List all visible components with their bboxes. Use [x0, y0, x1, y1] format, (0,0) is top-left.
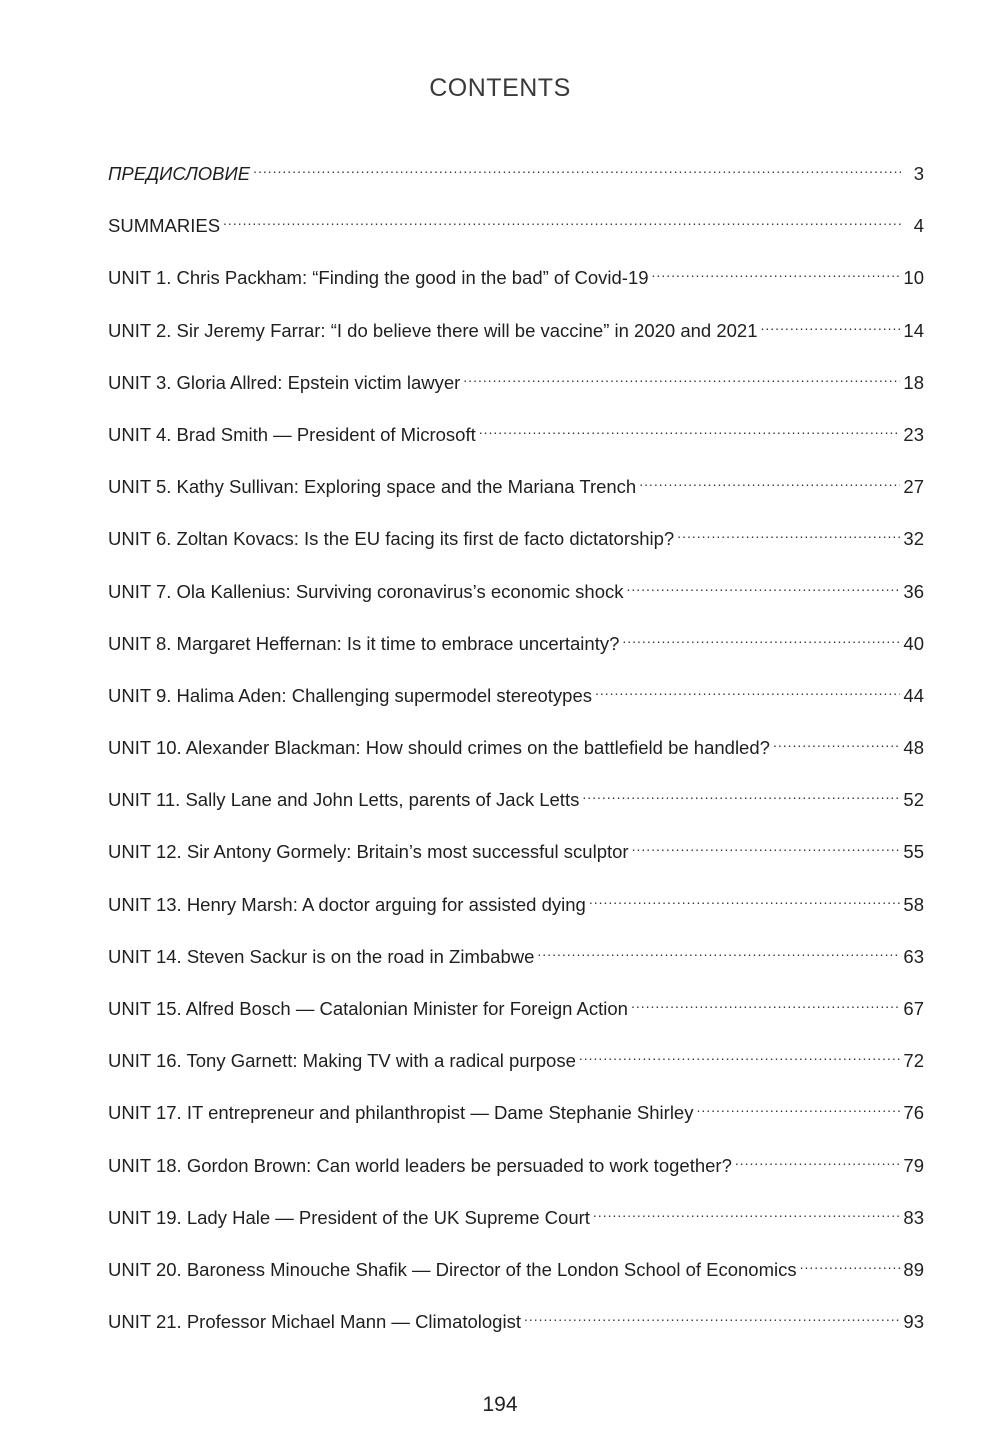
toc-entry-page: 79	[903, 1154, 924, 1176]
toc-entry-title: UNIT 1. Chris Packham: “Finding the good in the bad” of Covid-19	[108, 267, 649, 289]
toc-entry-title: ПРЕДИСЛОВИЕ	[108, 163, 251, 184]
toc-entry-title: UNIT 10. Alexander Blackman: How should crimes on the battlefield be handled?	[108, 737, 770, 759]
table-of-contents	[108, 160, 924, 1360]
dot-leader	[696, 1101, 900, 1120]
dot-leader	[582, 788, 900, 807]
toc-entry-page: 63	[903, 945, 924, 967]
toc-entry-page: 27	[903, 476, 924, 498]
dot-leader	[593, 1205, 901, 1224]
toc-entry	[108, 1152, 924, 1204]
page-number: 194	[482, 1393, 518, 1416]
toc-entry-page: 4	[913, 215, 924, 237]
toc-entry-page: 14	[903, 319, 924, 341]
toc-entry-title: UNIT 8. Margaret Heffernan: Is it time to embrace uncertainty?	[108, 632, 620, 654]
toc-entry-page: 83	[903, 1206, 924, 1228]
toc-entry-title: UNIT 4. Brad Smith — President of Microsoft	[108, 423, 476, 445]
toc-entry	[108, 891, 924, 943]
dot-leader	[463, 370, 900, 389]
toc-entry-page: 3	[913, 163, 924, 184]
dot-leader	[800, 1257, 901, 1276]
page-title: CONTENTS	[429, 74, 571, 102]
dot-leader	[537, 944, 900, 963]
toc-entry	[108, 630, 924, 682]
toc-entry-title: UNIT 6. Zoltan Kovacs: Is the EU facing its first de facto dictatorship?	[108, 528, 675, 550]
dot-leader	[579, 1049, 901, 1068]
toc-entry-page: 58	[903, 893, 924, 915]
dot-leader	[735, 1153, 901, 1172]
toc-entry-title: UNIT 19. Lady Hale — President of the UK Supreme Court	[108, 1206, 590, 1228]
toc-entry	[108, 317, 924, 369]
toc-entry	[108, 578, 924, 630]
toc-entry-title: UNIT 14. Steven Sackur is on the road in Zimbabwe	[108, 945, 535, 967]
toc-entry-title: SUMMARIES	[108, 215, 221, 237]
dot-leader	[632, 840, 901, 859]
toc-entry-title: UNIT 13. Henry Marsh: A doctor arguing for assisted dying	[108, 893, 586, 915]
toc-entry-page: 72	[903, 1050, 924, 1072]
toc-entry-title: UNIT 11. Sally Lane and John Letts, parents of Jack Letts	[108, 789, 580, 811]
toc-entry-title: UNIT 21. Professor Michael Mann — Climatologist	[108, 1311, 521, 1333]
dot-leader	[595, 683, 900, 702]
toc-entry-page: 48	[903, 737, 924, 759]
dot-leader	[626, 579, 900, 598]
dot-leader	[652, 266, 901, 285]
dot-leader	[773, 736, 900, 755]
toc-entry	[108, 838, 924, 890]
toc-entry-page: 23	[903, 423, 924, 445]
toc-entry-page: 40	[903, 632, 924, 654]
toc-entry	[108, 786, 924, 838]
toc-entry-page: 18	[903, 371, 924, 393]
toc-entry	[108, 525, 924, 577]
toc-entry	[108, 682, 924, 734]
toc-entry	[108, 734, 924, 786]
toc-entry	[108, 473, 924, 525]
toc-entry-title: UNIT 18. Gordon Brown: Can world leaders be persuaded to work together?	[108, 1154, 732, 1176]
toc-entry-title: UNIT 20. Baroness Minouche Shafik — Director of the London School of Economics	[108, 1258, 797, 1280]
toc-entry-page: 55	[903, 841, 924, 863]
toc-entry-title: UNIT 16. Tony Garnett: Making TV with a radical purpose	[108, 1050, 576, 1072]
toc-entry	[108, 369, 924, 421]
toc-entry-page: 44	[903, 684, 924, 706]
toc-entry	[108, 160, 924, 212]
toc-entry-title: UNIT 7. Ola Kallenius: Surviving coronavirus’s economic shock	[108, 580, 624, 602]
toc-entry	[108, 995, 924, 1047]
dot-leader	[677, 527, 900, 546]
toc-entry-page: 32	[903, 528, 924, 550]
toc-entry	[108, 943, 924, 995]
toc-entry-page: 52	[903, 789, 924, 811]
toc-entry-title: UNIT 9. Halima Aden: Challenging supermodel stereotypes	[108, 684, 592, 706]
toc-entry-title: UNIT 15. Alfred Bosch — Catalonian Minister for Foreign Action	[108, 998, 628, 1019]
toc-entry	[108, 1047, 924, 1099]
toc-entry-page: 67	[903, 998, 924, 1019]
toc-entry-page: 93	[903, 1311, 924, 1333]
dot-leader	[761, 318, 901, 337]
dot-leader	[589, 892, 901, 911]
toc-entry-title: UNIT 17. IT entrepreneur and philanthropist — Dame Stephanie Shirley	[108, 1102, 694, 1124]
dot-leader	[622, 631, 900, 650]
toc-entry-title: UNIT 5. Kathy Sullivan: Exploring space and the Mariana Trench	[108, 476, 637, 498]
dot-leader	[639, 475, 900, 494]
toc-entry	[108, 1204, 924, 1256]
toc-entry	[108, 1308, 924, 1360]
toc-entry-page: 76	[903, 1102, 924, 1124]
toc-entry	[108, 421, 924, 473]
toc-entry-page: 89	[903, 1258, 924, 1280]
toc-entry	[108, 264, 924, 316]
dot-leader	[479, 422, 901, 441]
dot-leader	[253, 162, 901, 181]
toc-entry-title: UNIT 2. Sir Jeremy Farrar: “I do believe there will be vaccine” in 2020 and 2021	[108, 319, 758, 341]
dot-leader	[524, 1310, 900, 1329]
toc-entry	[108, 212, 924, 264]
dot-leader	[223, 214, 901, 233]
toc-entry	[108, 1099, 924, 1151]
toc-entry-page: 36	[903, 580, 924, 602]
toc-entry-title: UNIT 12. Sir Antony Gormely: Britain’s most successful sculptor	[108, 841, 629, 863]
toc-entry-title: UNIT 3. Gloria Allred: Epstein victim lawyer	[108, 371, 461, 393]
dot-leader	[631, 997, 900, 1016]
toc-entry-page: 10	[903, 267, 924, 289]
toc-entry	[108, 1256, 924, 1308]
